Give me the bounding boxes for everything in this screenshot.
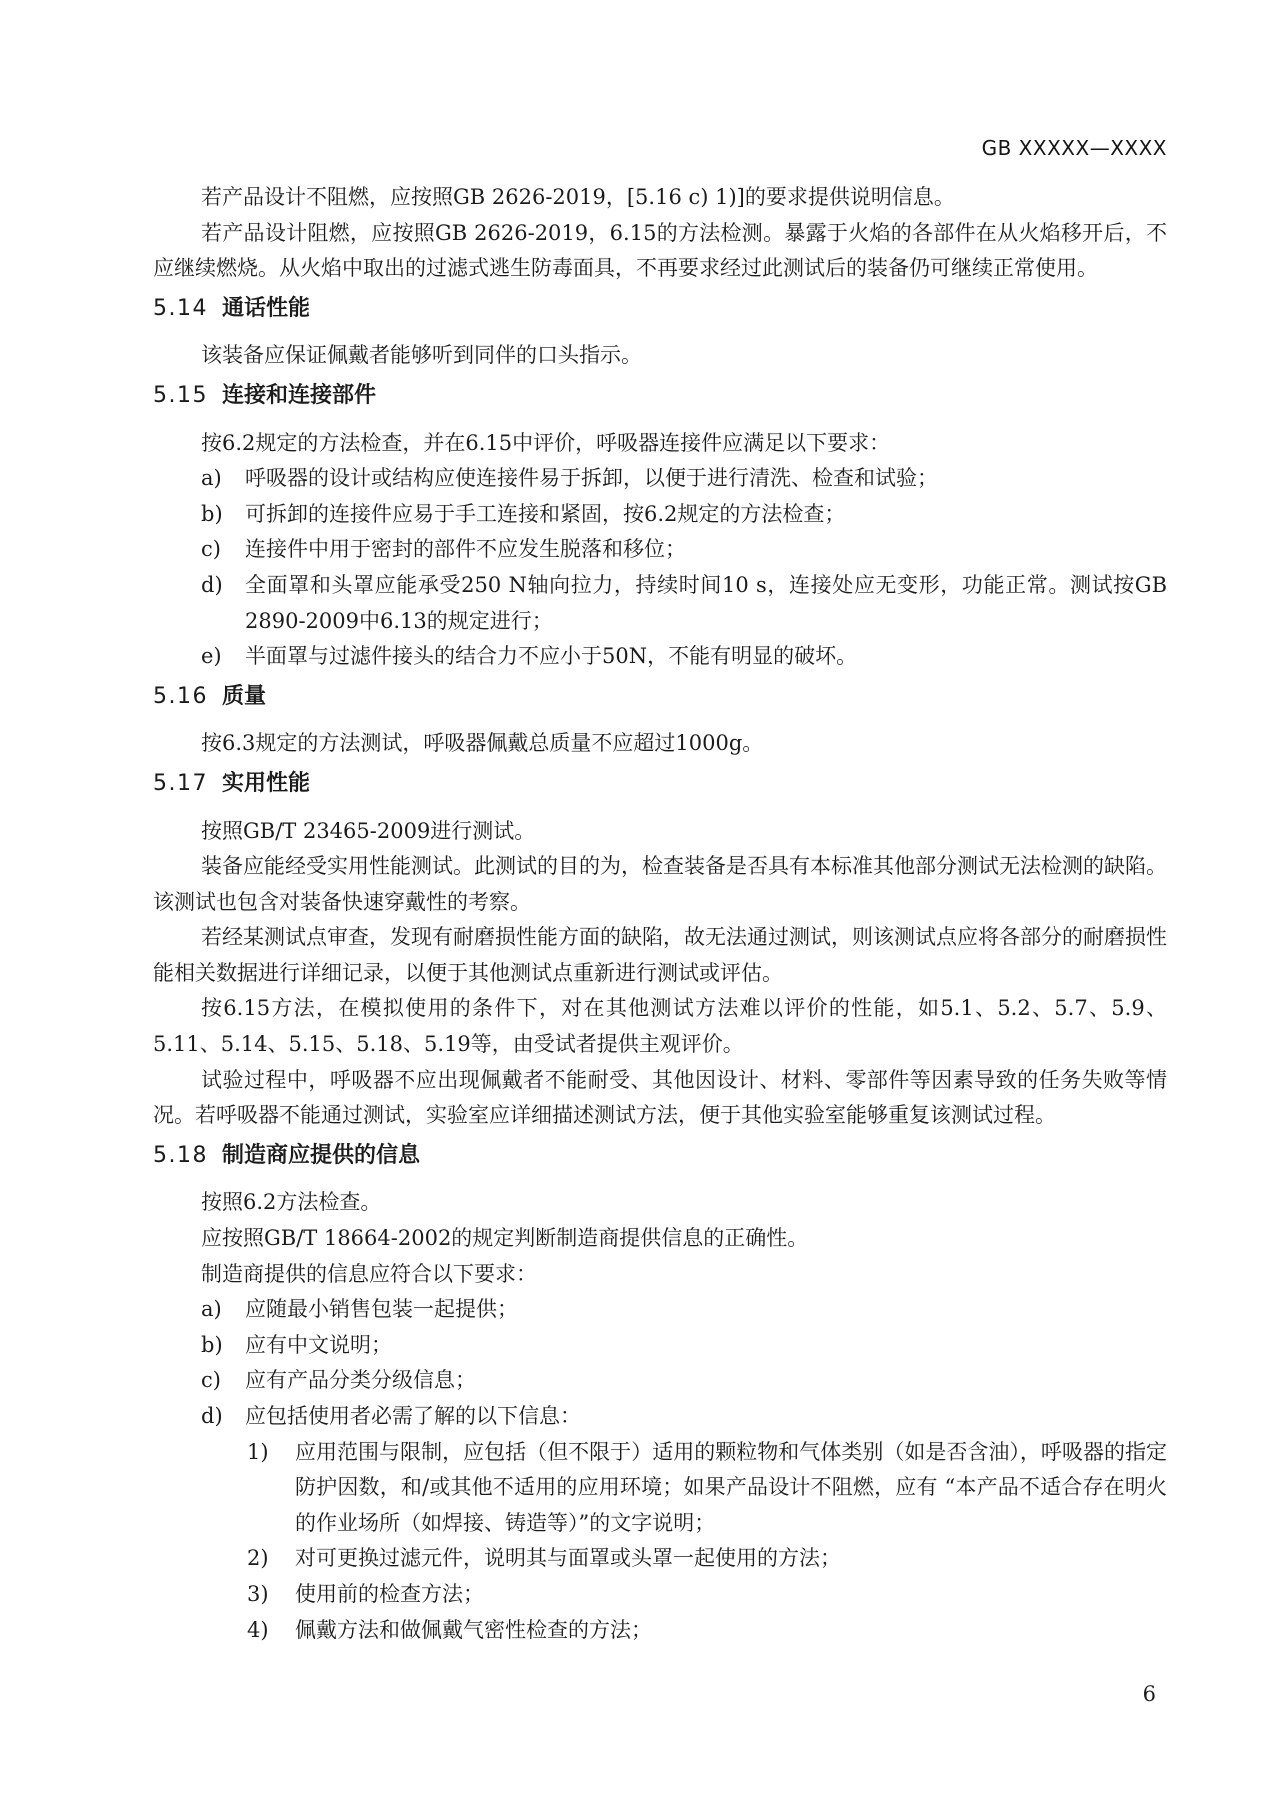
list-item-label: b) xyxy=(201,501,223,526)
paragraph: 若经某测试点审查，发现有耐磨损性能方面的缺陷，故无法通过测试，则该测试点应将各部分的耐磨损性能相关数据进行详细记录，以便于其他测试点重新进行测试或评估。 xyxy=(153,925,1167,985)
section-heading xyxy=(153,766,1167,802)
list-item-text: 呼吸器的设计或结构应使连接件易于拆卸，以便于进行清洗、检查和试验； xyxy=(245,466,938,491)
document-body xyxy=(153,180,1167,1648)
list-item-label: d) xyxy=(201,572,223,597)
paragraph: 按照6.2方法检查。 xyxy=(201,1190,382,1215)
section-heading xyxy=(153,1138,1167,1174)
list-item xyxy=(153,532,1167,568)
list-item xyxy=(153,461,1167,497)
list-item-label: c) xyxy=(201,537,221,562)
section-number: 5.16 xyxy=(153,683,208,709)
section-heading xyxy=(153,679,1167,715)
list-item-label: a) xyxy=(201,1297,222,1322)
list-item-text: 半面罩与过滤件接头的结合力不应小于50N，不能有明显的破坏。 xyxy=(245,644,858,669)
section-number: 5.17 xyxy=(153,770,208,796)
list-item-label: d) xyxy=(201,1404,223,1428)
list-item-text: 应有产品分类分级信息； xyxy=(245,1368,476,1393)
sub-list-item xyxy=(153,1435,1167,1542)
paragraph: 应按照GB/T 18664-2002的规定判断制造商提供信息的正确性。 xyxy=(201,1226,809,1251)
paragraph: 若产品设计阻燃，应按照GB 2626-2019，6.15的方法检测。暴露于火焰的各部件在从火焰移开后，不应继续燃烧。从火焰中取出的过滤式逃生防毒面具，不再要求经过此测试后的装备仍可继续正常使用。 xyxy=(153,220,1167,281)
list-item xyxy=(153,568,1167,639)
paragraph: 按6.3规定的方法测试，呼吸器佩戴总质量不应超过1000g。 xyxy=(201,731,764,756)
standard-number: GB XXXXX—XXXX xyxy=(981,136,1167,160)
paragraph: 按6.15方法，在模拟使用的条件下，对在其他测试方法难以评价的性能，如5.1、5.2、5.7、5.9、5.11、5.14、5.15、5.18、5.19等，由受试者提供主观评价。 xyxy=(153,996,1167,1057)
list-item-text: 佩戴方法和做佩戴气密性检查的方法； xyxy=(295,1617,652,1642)
section-heading xyxy=(153,378,1167,414)
section-title: 实用性能 xyxy=(222,770,311,796)
list-item-text: 应随最小销售包装一起提供； xyxy=(245,1297,518,1322)
list-item-label: a) xyxy=(201,466,222,491)
list-item-label: 2) xyxy=(247,1546,269,1571)
paragraph: 按照GB/T 23465-2009进行测试。 xyxy=(201,818,536,843)
section-title: 质量 xyxy=(222,683,267,709)
list-item xyxy=(153,1328,1167,1364)
section-title: 通话性能 xyxy=(222,295,311,321)
sub-list-item xyxy=(153,1613,1167,1649)
list-item xyxy=(153,1363,1167,1399)
list-item-label: 3) xyxy=(247,1581,269,1606)
list-item-text: 对可更换过滤元件，说明其与面罩或头罩一起使用的方法； xyxy=(295,1546,841,1571)
list-item-label: 4) xyxy=(247,1617,269,1642)
paragraph: 装备应能经受实用性能测试。此测试的目的为，检查装备是否具有本标准其他部分测试无法检测的缺陷。该测试也包含对装备快速穿戴性的考察。 xyxy=(153,854,1167,914)
sub-list-item xyxy=(153,1577,1167,1613)
section-title: 连接和连接部件 xyxy=(222,382,377,408)
section-number: 5.18 xyxy=(153,1142,208,1168)
list-item-label: e) xyxy=(201,644,222,669)
list-item-text: 使用前的检查方法； xyxy=(295,1581,484,1606)
document-header xyxy=(153,136,1167,160)
paragraph: 按6.2规定的方法检查，并在6.15中评价，呼吸器连接件应满足以下要求： xyxy=(201,430,891,455)
paragraph: 该装备应保证佩戴者能够听到同伴的口头指示。 xyxy=(201,343,642,368)
list-item-label: b) xyxy=(201,1332,223,1357)
list-item xyxy=(153,497,1167,533)
list-item-text: 应用范围与限制，应包括（但不限于）适用的颗粒物和气体类别（如是否含油），呼吸器的指定防护因数，和/或其他不适用的应用环境；如果产品设计不阻燃，应有 “本产品不适合存在明火的作业场所（如焊接、铸造等）”的文字说明； xyxy=(295,1439,1167,1535)
list-item-text: 应有中文说明； xyxy=(245,1332,392,1357)
paragraph: 制造商提供的信息应符合以下要求： xyxy=(201,1261,537,1286)
section-heading xyxy=(153,291,1167,327)
section-number: 5.15 xyxy=(153,382,208,408)
paragraph: 若产品设计不阻燃，应按照GB 2626-2019，[5.16 c) 1)]的要求提供说明信息。 xyxy=(201,185,955,209)
sub-list-item xyxy=(153,1541,1167,1577)
list-item xyxy=(153,639,1167,675)
paragraph: 试验过程中，呼吸器不应出现佩戴者不能耐受、其他因设计、材料、零部件等因素导致的任务失败等情况。若呼吸器不能通过测试，实验室应详细描述测试方法，便于其他实验室能够重复该测试过程。 xyxy=(153,1067,1167,1128)
section-number: 5.14 xyxy=(153,295,208,321)
list-item xyxy=(153,1292,1167,1328)
list-item-text: 可拆卸的连接件应易于手工连接和紧固，按6.2规定的方法检查； xyxy=(245,501,846,526)
page-number: 6 xyxy=(1142,1682,1156,1706)
list-item-text: 连接件中用于密封的部件不应发生脱落和移位； xyxy=(245,537,686,562)
section-title: 制造商应提供的信息 xyxy=(222,1142,421,1168)
list-item-text: 应包括使用者必需了解的以下信息： xyxy=(245,1404,581,1428)
list-item-label: 1) xyxy=(247,1439,269,1464)
list-item-label: c) xyxy=(201,1368,221,1393)
list-item-text: 全面罩和头罩应能承受250 N轴向拉力，持续时间10 s，连接处应无变形，功能正常。测试按GB 2890-2009中6.13的规定进行； xyxy=(245,572,1167,633)
list-item xyxy=(153,1399,1167,1435)
